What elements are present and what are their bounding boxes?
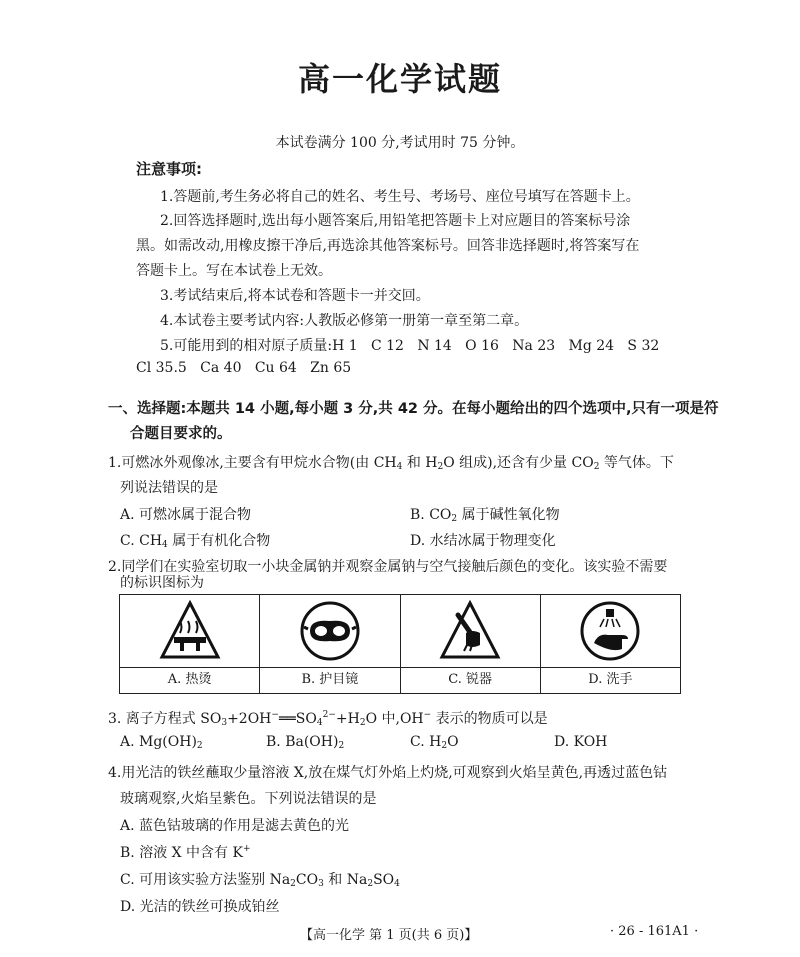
q1-option-b: B. $CO_2$ 属于碱性氧化物 xyxy=(410,507,560,524)
note-line-2: 2.回答选择题时,选出每小题答案后,用铅笔把答题卡上对应题目的答案标号涂 xyxy=(160,213,631,229)
sign-label-b: B. 护目镜 xyxy=(260,667,399,691)
sign-label-a: A. 热烫 xyxy=(120,667,259,691)
sign-cell-c xyxy=(400,595,540,694)
q2-stem: 2.同学们在实验室切取一小块金属钠并观察金属钠与空气接触后颜色的变化。该实验不需要 xyxy=(108,559,668,575)
q3-stem: 3. 离子方程式 $SO_3+2OH^-══SO_4^{2-}+H_2O$ 中,OH− 表示的物质可以是 xyxy=(108,710,548,728)
q1-option-d: D. 水结冰属于物理变化 xyxy=(410,533,556,549)
note-line-1: 1.答题前,考生务必将自己的姓名、考生号、考场号、座位号填写在答题卡上。 xyxy=(160,189,640,205)
q4-option-c: C. 可用该实验方法鉴别 $Na_2CO_3$ 和 $Na_2SO_4$ xyxy=(120,872,400,889)
safety-sign-table xyxy=(119,594,681,694)
section-heading: 一、选择题:本题共 14 小题,每小题 3 分,共 42 分。在每小题给出的四个选项中,只有一项是符 xyxy=(108,401,719,417)
sharp-object-icon xyxy=(438,599,502,663)
note-line-7: 5.可能用到的相对原子质量:H 1 C 12 N 14 O 16 Na 23 Mg 24 S 32 xyxy=(160,338,660,354)
exam-info: 本试卷满分 100 分,考试用时 75 分钟。 xyxy=(275,135,525,151)
note-line-8: Cl 35.5 Ca 40 Cu 64 Zn 65 xyxy=(136,360,352,376)
notes-heading: 注意事项: xyxy=(136,160,202,178)
q1-stem-cont: 列说法错误的是 xyxy=(120,480,218,496)
q1-option-a: A. 可燃冰属于混合物 xyxy=(120,507,252,523)
section-heading-cont: 合题目要求的。 xyxy=(130,426,232,442)
paper-code: · 26 - 161A1 · xyxy=(610,924,699,939)
q1-option-c: C. $CH_4$ 属于有机化合物 xyxy=(120,533,271,550)
page-footer: 【高一化学 第 1 页(共 6 页)】 xyxy=(300,928,478,943)
q4-option-b: B. 溶液 X 中含有 K+ xyxy=(120,844,251,861)
note-line-3: 黑。如需改动,用橡皮擦干净后,再选涂其他答案标号。回答非选择题时,将答案写在 xyxy=(136,238,640,254)
q3-option-c: C. $H_2O$ xyxy=(410,734,459,751)
sign-cell-a xyxy=(120,595,260,694)
q4-option-a: A. 蓝色钴玻璃的作用是滤去黄色的光 xyxy=(120,818,350,834)
goggles-icon xyxy=(298,599,362,663)
sign-label-c: C. 锐器 xyxy=(401,667,540,691)
q3-option-d: D. KOH xyxy=(554,734,608,750)
hot-surface-icon xyxy=(158,599,222,663)
page-title: 高一化学试题 xyxy=(297,60,502,98)
q3-option-b: B. $Ba(OH)_2$ xyxy=(266,734,345,751)
note-line-5: 3.考试结束后,将本试卷和答题卡一并交回。 xyxy=(160,288,430,304)
q4-stem-cont: 玻璃观察,火焰呈紫色。下列说法错误的是 xyxy=(120,791,377,807)
q2-stem-cont: 的标识图标为 xyxy=(120,575,204,591)
note-line-4: 答题卡上。写在本试卷上无效。 xyxy=(136,263,332,279)
q1-stem: 1.可燃冰外观像冰,主要含有甲烷水合物(由 $CH_4$ 和 $H_2O$ 组成),还含有少量 $CO_2$ 等气体。下 xyxy=(108,455,674,472)
sign-cell-b xyxy=(260,595,400,694)
note-line-6: 4.本试卷主要考试内容:人教版必修第一册第一章至第二章。 xyxy=(160,313,529,329)
q4-option-d: D. 光洁的铁丝可换成铂丝 xyxy=(120,899,280,915)
sign-label-d: D. 洗手 xyxy=(541,667,680,691)
q3-option-a: A. $Mg(OH)_2$ xyxy=(120,734,203,751)
q4-stem: 4.用光洁的铁丝蘸取少量溶液 X,放在煤气灯外焰上灼烧,可观察到火焰呈黄色,再透过蓝色钴 xyxy=(108,765,668,781)
hand-wash-icon xyxy=(578,599,642,663)
sign-cell-d xyxy=(540,595,680,694)
